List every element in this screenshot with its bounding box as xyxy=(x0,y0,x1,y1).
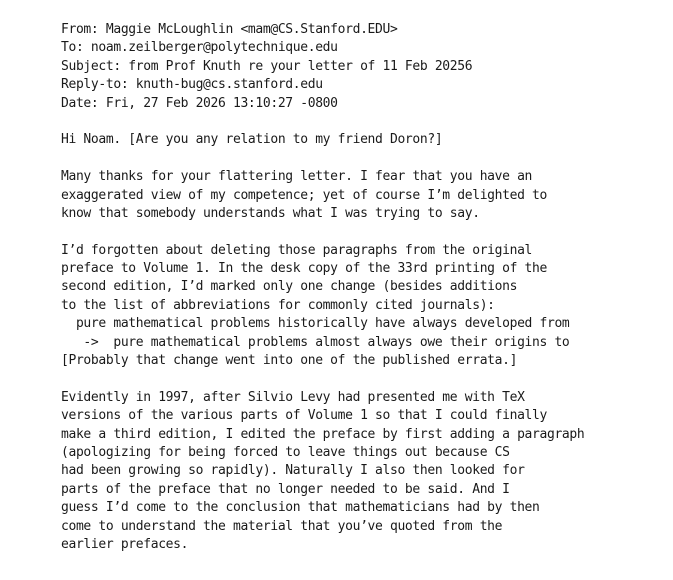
spacer xyxy=(61,113,669,131)
to-header: To: noam.zeilberger@polytechnique.edu xyxy=(61,40,338,56)
spacer xyxy=(61,223,669,241)
email-paragraph-1 xyxy=(61,168,669,223)
email-headers xyxy=(61,21,669,113)
body-line: to the list of abbreviations for commonly cited journals): xyxy=(61,297,495,313)
body-line: second edition, I’d marked only one change (besides additions xyxy=(61,279,518,295)
email-greeting xyxy=(61,131,669,149)
body-line: guess I’d come to the conclusion that mathematicians had by then xyxy=(61,500,540,516)
spacer xyxy=(61,370,669,388)
body-line: know that somebody understands what I was trying to say. xyxy=(61,205,480,221)
email-paragraph-2 xyxy=(61,242,669,371)
body-line: come to understand the material that you’ve quoted from the xyxy=(61,518,503,534)
date-header: Date: Fri, 27 Feb 2026 13:10:27 -0800 xyxy=(61,95,338,111)
subject-header: Subject: from Prof Knuth re your letter of 11 Feb 20256 xyxy=(61,58,473,74)
body-line: had been growing so rapidly). Naturally I also then looked for xyxy=(61,463,525,479)
body-line: preface to Volume 1. In the desk copy of the 33rd printing of the xyxy=(61,261,547,277)
email-paragraph-3 xyxy=(61,389,669,555)
quoted-new-text: -> pure mathematical problems almost always owe their origins to xyxy=(61,334,570,350)
body-line: make a third edition, I edited the preface by first adding a paragraph xyxy=(61,426,585,442)
body-line: parts of the preface that no longer needed to be said. And I xyxy=(61,481,510,497)
body-line: Hi Noam. [Are you any relation to my friend Doron?] xyxy=(61,132,443,148)
body-line: earlier prefaces. xyxy=(61,536,189,552)
body-line: exaggerated view of my competence; yet of course I’m delighted to xyxy=(61,187,547,203)
body-line: (apologizing for being forced to leave things out because CS xyxy=(61,444,510,460)
body-line: Evidently in 1997, after Silvio Levy had presented me with TeX xyxy=(61,389,525,405)
spacer xyxy=(61,150,669,168)
body-line: Many thanks for your flattering letter. I fear that you have an xyxy=(61,169,533,185)
body-line: I’d forgotten about deleting those paragraphs from the original xyxy=(61,242,533,258)
body-line: [Probably that change went into one of the published errata.] xyxy=(61,353,518,369)
email-message xyxy=(61,21,669,554)
reply-to-header: Reply-to: knuth-bug@cs.stanford.edu xyxy=(61,77,323,93)
from-header: From: Maggie McLoughlin <mam@CS.Stanford.EDU> xyxy=(61,22,398,37)
body-line: versions of the various parts of Volume 1 so that I could finally xyxy=(61,408,547,424)
quoted-old-text: pure mathematical problems historically have always developed from xyxy=(61,316,570,332)
